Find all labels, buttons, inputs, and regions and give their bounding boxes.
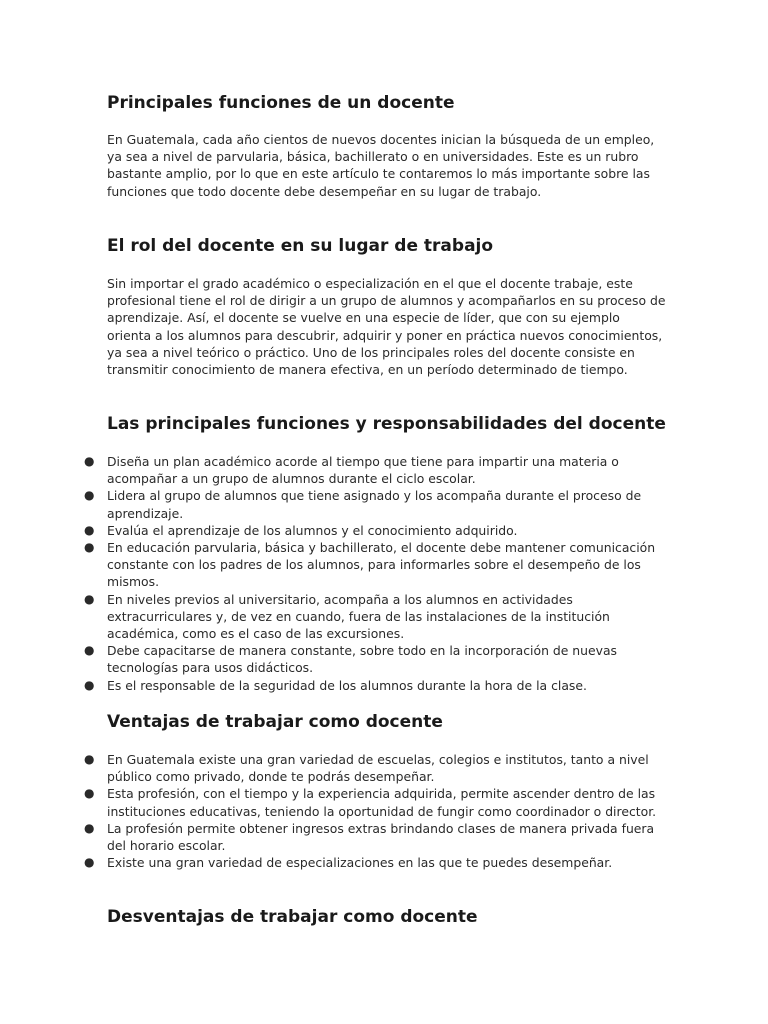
- list-item-text: Esta profesión, con el tiempo y la experiencia adquirida, permite ascender dentro de las instituciones educativas, teniendo la oportunidad de fungir como coordinador o director.: [107, 786, 657, 819]
- list-item-text: Existe una gran variedad de especializaciones en las que te puedes desempeñar.: [107, 855, 613, 871]
- intro-paragraph: En Guatemala, cada año cientos de nuevos docentes inician la búsqueda de un empleo, ya sea a nivel de parvularia, básica, bachillerato o en universidades. Este es un rubro bastante amplio, por lo que en este artículo te contaremos lo más importante sobre las funciones que todo docente debe desempeñar en su lugar de trabajo.: [107, 132, 655, 199]
- section-heading-desventajas: Desventajas de trabajar como docente: [107, 907, 478, 927]
- list-item-text: Debe capacitarse de manera constante, sobre todo en la incorporación de nuevas tecnologías para usos didácticos.: [107, 643, 618, 676]
- bullet-icon: ●: [84, 855, 95, 870]
- list-item: [0, 453, 667, 487]
- list-item-text: En niveles previos al universitario, acompaña a los alumnos en actividades extracurriculares y, de vez en cuando, fuera de las instalaciones de la institución académica, como es el caso de las excursiones.: [107, 591, 610, 642]
- rol-paragraph: Sin importar el grado académico o especialización en el que el docente trabaje, este profesional tiene el rol de dirigir a un grupo de alumnos y acompañarlos en su proceso de aprendizaje. Así, el docente se vuelve en una especie de líder, que con su ejemplo orienta a los alumnos para descubrir, adquirir y poner en práctica nuevos conocimientos, ya sea a nivel teórico o práctico. Uno de los principales roles del docente consiste en transmitir conocimiento de manera efectiva, en un período determinado de tiempo.: [107, 276, 666, 378]
- bullet-icon: ●: [84, 522, 95, 537]
- bullet-icon: ●: [84, 786, 95, 801]
- list-item: [0, 642, 667, 676]
- section-heading-rol-docente: El rol del docente en su lugar de trabajo: [107, 236, 494, 256]
- list-item: [0, 820, 667, 854]
- list-item: [0, 677, 667, 694]
- bullet-icon: ●: [84, 677, 95, 692]
- list-item: [0, 854, 667, 871]
- list-item: [0, 751, 667, 785]
- list-item-text: Es el responsable de la seguridad de los alumnos durante la hora de la clase.: [107, 677, 587, 693]
- bullet-icon: ●: [84, 540, 95, 555]
- list-item: [0, 539, 667, 591]
- section-heading-ventajas: Ventajas de trabajar como docente: [107, 712, 443, 732]
- section-heading-principales-funciones: Principales funciones de un docente: [107, 93, 455, 113]
- list-item: [0, 522, 667, 539]
- bullet-icon: ●: [84, 643, 95, 658]
- bullet-icon: ●: [84, 488, 95, 503]
- funciones-list: [0, 453, 768, 694]
- list-item: [0, 591, 667, 643]
- bullet-icon: ●: [84, 591, 95, 606]
- list-item: [0, 785, 667, 819]
- bullet-icon: ●: [84, 752, 95, 766]
- list-item-text: La profesión permite obtener ingresos extras brindando clases de manera privada fuera del horario escolar.: [107, 820, 655, 854]
- list-item-text: En educación parvularia, básica y bachillerato, el docente debe mantener comunicación constante con los padres de los alumnos, para informarles sobre el desempeño de los mismos.: [107, 540, 656, 590]
- bullet-icon: ●: [84, 454, 95, 468]
- list-item-text: En Guatemala existe una gran variedad de escuelas, colegios e institutos, tanto a nivel público como privado, donde te podrás desempeñar.: [107, 752, 649, 785]
- section-heading-funciones-responsabilidades: Las principales funciones y responsabilidades del docente: [107, 414, 666, 434]
- list-item: [0, 487, 667, 521]
- list-item-text: Diseña un plan académico acorde al tiempo que tiene para impartir una materia o acompañar a un grupo de alumnos durante el ciclo escolar.: [107, 454, 619, 487]
- ventajas-list: [0, 751, 768, 871]
- list-item-text: Lidera al grupo de alumnos que tiene asignado y los acompaña durante el proceso de aprendizaje.: [107, 488, 642, 521]
- bullet-icon: ●: [84, 820, 95, 835]
- list-item-text: Evalúa el aprendizaje de los alumnos y el conocimiento adquirido.: [107, 522, 518, 538]
